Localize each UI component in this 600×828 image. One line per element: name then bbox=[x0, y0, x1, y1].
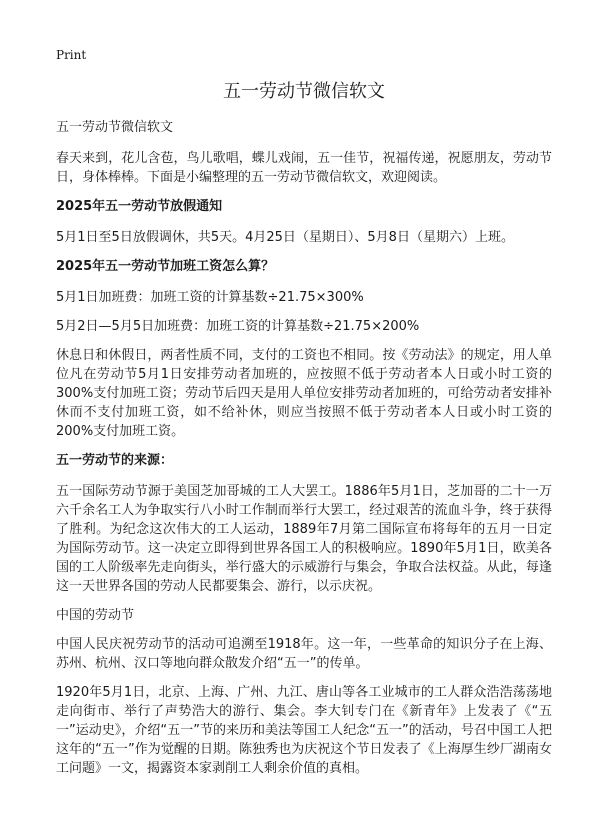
holiday-notice-text: 5月1日至5日放假调休，共5天。4月25日（星期日）、5月8日（星期六）上班。 bbox=[56, 230, 514, 245]
print-link[interactable]: Print bbox=[56, 48, 87, 62]
article-subtitle: 五一劳动节微信软文 bbox=[56, 120, 174, 135]
article-body bbox=[56, 118, 552, 788]
overtime-pay-line-may2-5: 5月2日—5月5日加班费：加班工资的计算基数÷21.75×200% bbox=[56, 319, 420, 334]
overtime-pay-paragraph: 休息日和休假日，两者性质不同，支付的工资也不相同。按《劳动法》的规定，用人单位凡在劳动节5月1日安排劳动者加班的，应按照不低于劳动者本人日或小时工资的300%支付加班工资；劳动节后四天是用人单位安排劳动者加班的，可给劳动者安排补休而不支付加班工资，如不给补休，则应当按照不低于劳动者本人日或小时工资的200%支付加班工资。 bbox=[56, 348, 552, 439]
intro-paragraph: 春天来到，花儿含苞，鸟儿歌唱，蝶儿戏闹，五一佳节，祝福传递，祝愿朋友，劳动节日，身体棒棒。下面是小编整理的五一劳动节微信软文，欢迎阅读。 bbox=[56, 151, 552, 185]
section-heading-origin: 五一劳动节的来源： bbox=[56, 453, 174, 468]
section-heading-holiday-notice: 2025年五一劳动节放假通知 bbox=[56, 199, 223, 214]
origin-paragraph: 五一国际劳动节源于美国芝加哥城的工人大罢工。1886年5月1日，芝加哥的二十一万六千余名工人为争取实行八小时工作制而举行大罢工，经过艰苦的流血斗争，终于获得了胜利。为纪念这次伟大的工人运动，1889年7月第二国际宣布将每年的五月一日定为国际劳动节。这一决定立即得到世界各国工人的积极响应。1890年5月1日，欧美各国的工人阶级率先走向街头，举行盛大的示威游行与集会，争取合法权益。从此，每逢这一天世界各国的劳动人民都要集会、游行，以示庆祝。 bbox=[56, 484, 552, 594]
section-heading-overtime-pay: 2025年五一劳动节加班工资怎么算？ bbox=[56, 259, 275, 274]
page-title: 五一劳动节微信软文 bbox=[223, 81, 385, 102]
china-labor-day-paragraph-1: 中国人民庆祝劳动节的活动可追溯至1918年。这一年，一些革命的知识分子在上海、苏州、杭州、汉口等地向群众散发介绍“五一”的传单。 bbox=[56, 637, 552, 671]
section-heading-china-labor-day: 中国的劳动节 bbox=[56, 608, 135, 623]
overtime-pay-line-may1: 5月1日加班费：加班工资的计算基数÷21.75×300% bbox=[56, 290, 364, 305]
china-labor-day-paragraph-2: 1920年5月1日，北京、上海、广州、九江、唐山等各工业城市的工人群众浩浩荡荡地走向街市、举行了声势浩大的游行、集会。李大钊专门在《新青年》上发表了《“五一”运动史》，介绍“五一”节的来历和美法等国工人纪念“五一”的活动，号召中国工人把这年的“五一”作为觉醒的日期。陈独秀也为庆祝这个节日发表了《上海厚生纱厂湖南女工问题》一文，揭露资本家剥削工人剩余价值的真相。 bbox=[56, 685, 552, 776]
